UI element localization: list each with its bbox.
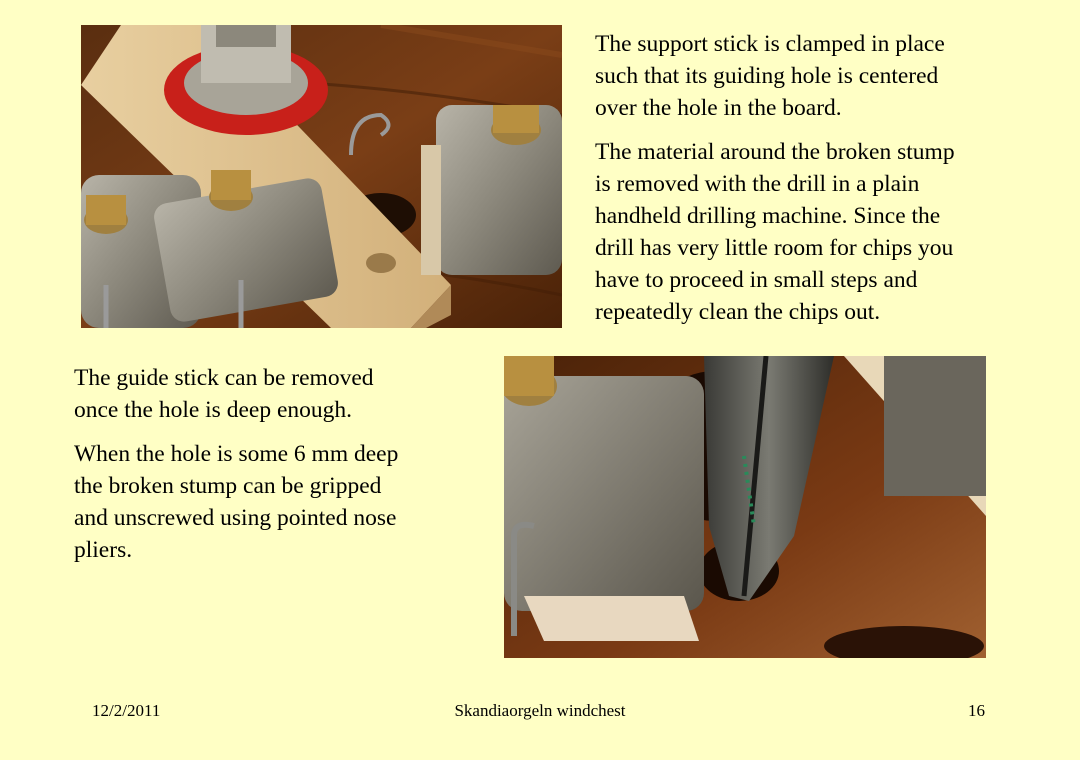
paragraph-guide-stick: The guide stick can be removed once the hole is deep enough. [74,365,374,423]
paragraph-support-stick: The support stick is clamped in place such that its guiding hole is centered over the hole in the board. [595,31,945,121]
photo-pliers-in-hole [504,356,986,658]
photo-support-stick-clamped [81,25,562,328]
text-block-support-stick [595,28,1065,340]
footer-page-number: 16 [968,701,985,720]
paragraph-drilling: The material around the broken stump is removed with the drill in a plain handheld drilling machine. Since the drill has very little room for chips you have to proceed in small steps and repeatedly clean the chips out. [595,139,955,325]
text-block-guide-stick [74,362,494,578]
footer-date: 12/2/2011 [92,701,161,720]
footer-title: Skandiaorgeln windchest [454,701,626,720]
paragraph-pliers: When the hole is some 6 mm deep the broken stump can be gripped and unscrewed using pointed nose pliers. [74,441,399,563]
